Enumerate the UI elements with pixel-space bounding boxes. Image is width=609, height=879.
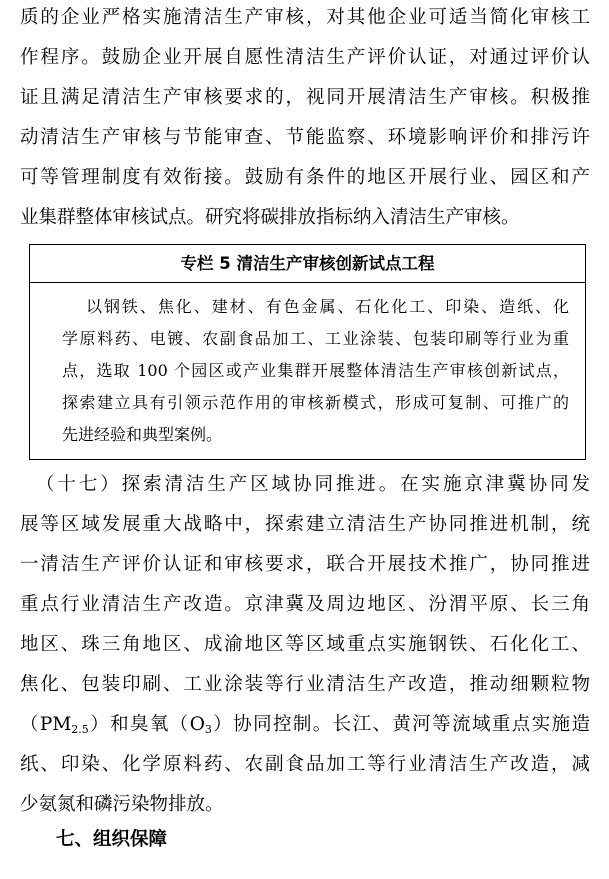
- column-box-line: 学原料药、电镀、农副食品加工、工业涂装、包装印刷等行业为重: [62, 329, 569, 348]
- pm-ozone-line: $(PM_{2.5})$和臭氧$(O_3)$协同控制。长江、黄河等流域重点实施造: [20, 714, 590, 736]
- paragraph-line: 纸、印染、化学原料药、农副食品加工等行业清洁生产改造，减: [20, 754, 590, 775]
- paragraph-line: 动清洁生产审核与节能审查、节能监察、环境影响评价和排污许: [20, 127, 590, 148]
- section-17-line: （十七）探索清洁生产区域协同推进。在实施京津冀协同发: [36, 474, 590, 495]
- paragraph-line: 焦化、包装印刷、工业涂装等行业清洁生产改造，推动细颗粒物: [20, 674, 590, 695]
- column-box-title: 专栏 5 清洁生产审核创新试点工程: [30, 245, 585, 283]
- column-box: [29, 244, 586, 460]
- paragraph-line: 展等区域发展重大战略中，探索建立清洁生产协同推进机制，统: [20, 514, 590, 535]
- paragraph-line: 业集群整体审核试点。研究将碳排放指标纳入清洁生产审核。: [20, 207, 520, 228]
- paragraph-line: 地区、珠三角地区、成渝地区等区域重点实施钢铁、石化化工、: [20, 634, 590, 655]
- paragraph-line: 一清洁生产评价认证和审核要求，联合开展技术推广，协同推进: [20, 554, 590, 575]
- column-box-line: 点，选取 100 个园区或产业集群开展整体清洁生产审核创新试点，: [62, 361, 569, 380]
- paragraph-line: 质的企业严格实施清洁生产审核，对其他企业可适当简化审核工: [20, 7, 590, 28]
- column-box-line: 以钢铁、焦化、建材、有色金属、石化化工、印染、造纸、化: [86, 297, 569, 316]
- paragraph-line: 少氨氮和磷污染物排放。: [20, 794, 224, 815]
- paragraph-line: 可等管理制度有效衔接。鼓励有条件的地区开展行业、园区和产: [20, 167, 590, 188]
- column-box-line: 先进经验和典型案例。: [62, 425, 223, 444]
- section-heading: 七、组织保障: [56, 829, 168, 850]
- paragraph-line: 重点行业清洁生产改造。京津冀及周边地区、汾渭平原、长三角: [20, 594, 590, 615]
- column-box-line: 探索建立具有引领示范作用的审核新模式，形成可复制、可推广的: [62, 393, 569, 412]
- paragraph-line: 证且满足清洁生产审核要求的，视同开展清洁生产审核。积极推: [20, 87, 590, 108]
- paragraph-line: 作程序。鼓励企业开展自愿性清洁生产评价认证，对通过评价认: [20, 47, 590, 68]
